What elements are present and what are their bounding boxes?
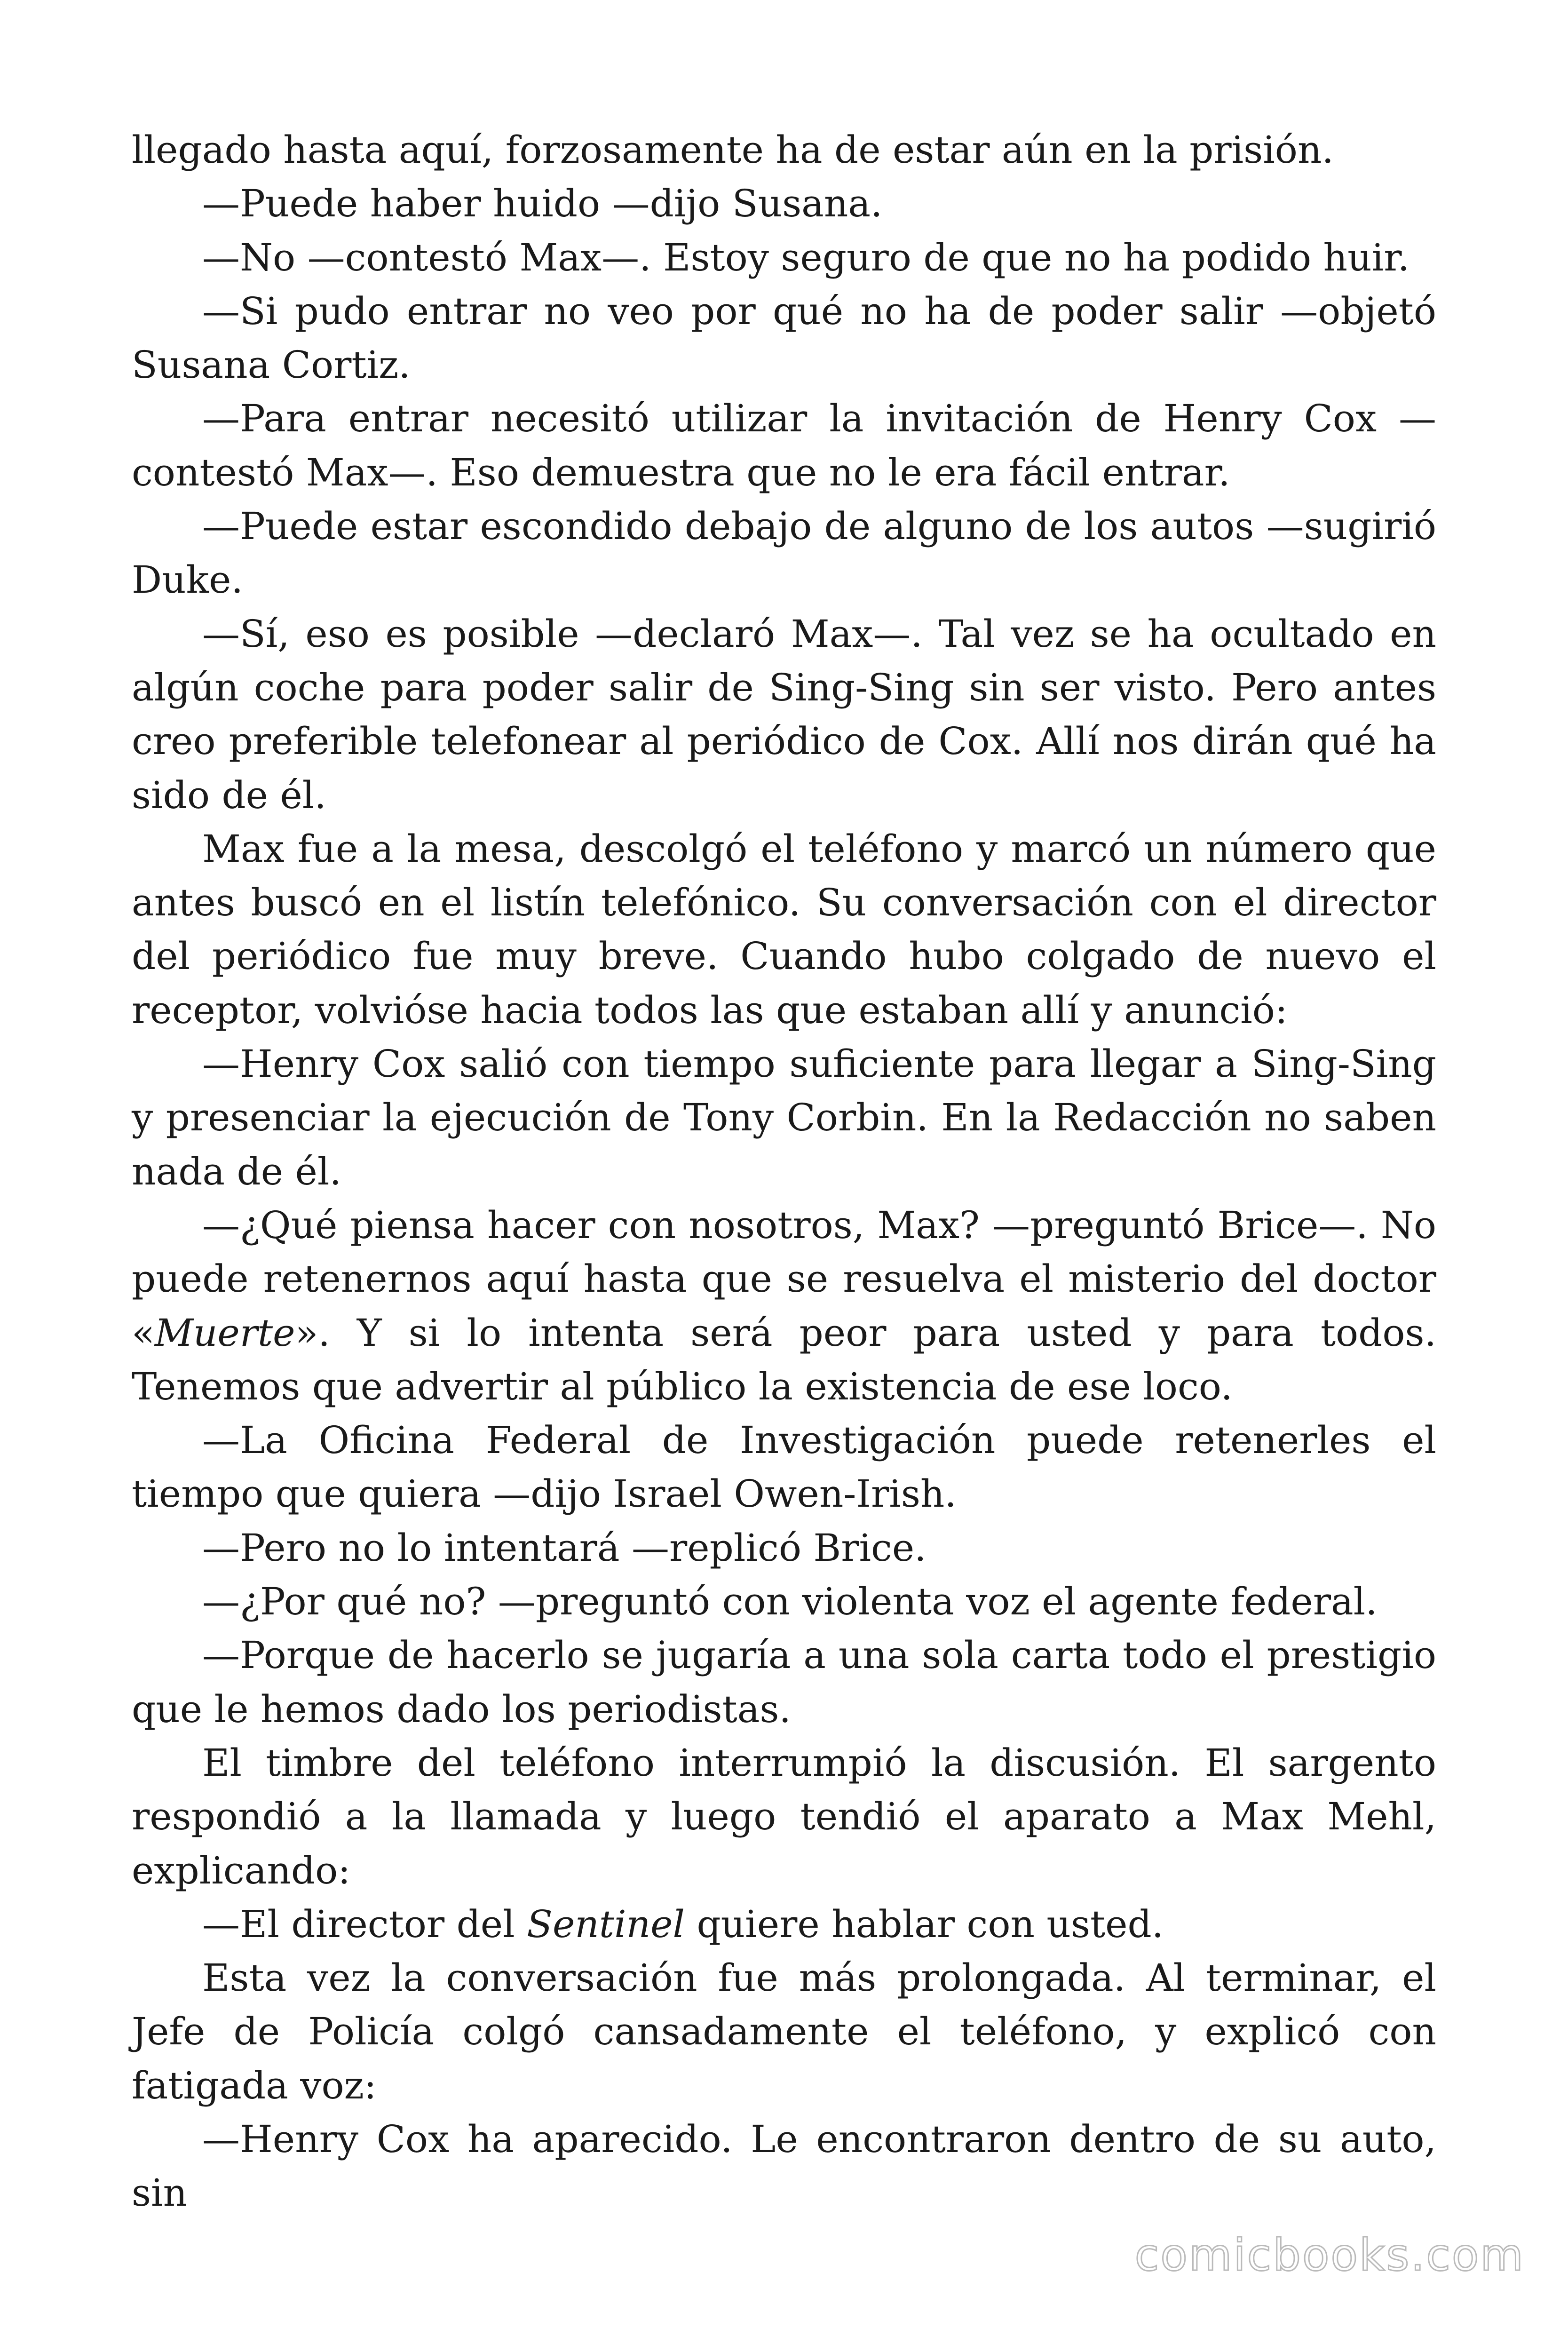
paragraph-text: Esta vez la conversación fue más prolongada. Al terminar, el Jefe de Policía colgó cansadamente el teléfono, y explicó con fatigada voz: xyxy=(132,1956,1436,2107)
watermark-logo: comicbooks.com xyxy=(1134,2230,1525,2281)
paragraph-text: —Pero no lo intentará —replicó Brice. xyxy=(202,1526,927,1570)
paragraph-text: ». Y si lo intenta será peor para usted y para todos. Tenemos que advertir al público la existencia de ese loco. xyxy=(132,1311,1436,1408)
paragraph-4 xyxy=(132,392,1436,500)
italic-text: Muerte xyxy=(154,1311,295,1355)
paragraph-11 xyxy=(132,1521,1436,1575)
paragraph-9 xyxy=(132,1199,1436,1414)
paragraph-text: —El director del xyxy=(202,1902,527,1946)
paragraph-text: —Henry Cox salió con tiempo suficiente para llegar a Sing-Sing y presenciar la ejecución de Tony Corbin. En la Redacción no saben nada de él. xyxy=(132,1042,1436,1193)
paragraph-3 xyxy=(132,285,1436,392)
paragraph-text: —Si pudo entrar no veo por qué no ha de poder salir —objetó Susana Cortiz. xyxy=(132,289,1436,387)
paragraph-text: —¿Por qué no? —preguntó con violenta voz el agente federal. xyxy=(202,1580,1378,1624)
paragraph-text: El timbre del teléfono interrumpió la discusión. El sargento respondió a la llamada y luego tendió el aparato a Max Mehl, explicando: xyxy=(132,1740,1436,1892)
paragraph-text: —¿Qué piensa hacer con nosotros, Max? —preguntó Brice—. No puede retenernos aquí hasta que se resuelva el misterio del doctor « xyxy=(132,1203,1436,1355)
page-body-text xyxy=(132,123,1436,2220)
paragraph-1 xyxy=(132,177,1436,230)
paragraph-12 xyxy=(132,1575,1436,1629)
paragraph-13 xyxy=(132,1629,1436,1736)
paragraph-text: —Para entrar necesitó utilizar la invitación de Henry Cox —contestó Max—. Eso demuestra que no le era fácil entrar. xyxy=(132,397,1436,494)
paragraph-text: llegado hasta aquí, forzosamente ha de estar aún en la prisión. xyxy=(132,128,1334,172)
italic-text: Sentinel xyxy=(527,1902,685,1946)
paragraph-2 xyxy=(132,231,1436,285)
paragraph-17 xyxy=(132,2113,1436,2220)
paragraph-0 xyxy=(132,123,1436,177)
paragraph-text: —Puede haber huido —dijo Susana. xyxy=(202,182,883,226)
paragraph-text: —Sí, eso es posible —declaró Max—. Tal vez se ha ocultado en algún coche para poder salir de Sing-Sing sin ser visto. Pero antes creo preferible telefonear al periódico de Cox. Allí nos dirán qué ha sido de él. xyxy=(132,612,1436,817)
paragraph-text: —No —contestó Max—. Estoy seguro de que no ha podido huir. xyxy=(202,235,1410,279)
paragraph-text: —Puede estar escondido debajo de alguno de los autos —sugirió Duke. xyxy=(132,504,1436,602)
paragraph-text: —La Oficina Federal de Investigación puede retenerles el tiempo que quiera —dijo Israel Owen-Irish. xyxy=(132,1418,1436,1516)
paragraph-16 xyxy=(132,1951,1436,2113)
paragraph-14 xyxy=(132,1736,1436,1898)
paragraph-5 xyxy=(132,500,1436,607)
paragraph-text: Max fue a la mesa, descolgó el teléfono y marcó un número que antes buscó en el listín telefónico. Su conversación con el director del periódico fue muy breve. Cuando hubo colgado de nuevo el receptor, volvióse hacia todos las que estaban allí y anunció: xyxy=(132,826,1436,1032)
paragraph-6 xyxy=(132,607,1436,822)
paragraph-text: —Henry Cox ha aparecido. Le encontraron dentro de su auto, sin xyxy=(132,2117,1436,2215)
paragraph-10 xyxy=(132,1414,1436,1521)
paragraph-text: —Porque de hacerlo se jugaría a una sola carta todo el prestigio que le hemos dado los periodistas. xyxy=(132,1633,1436,1731)
paragraph-7 xyxy=(132,822,1436,1037)
paragraph-text: quiere hablar con usted. xyxy=(685,1902,1164,1946)
paragraph-15 xyxy=(132,1898,1436,1951)
paragraph-8 xyxy=(132,1037,1436,1199)
